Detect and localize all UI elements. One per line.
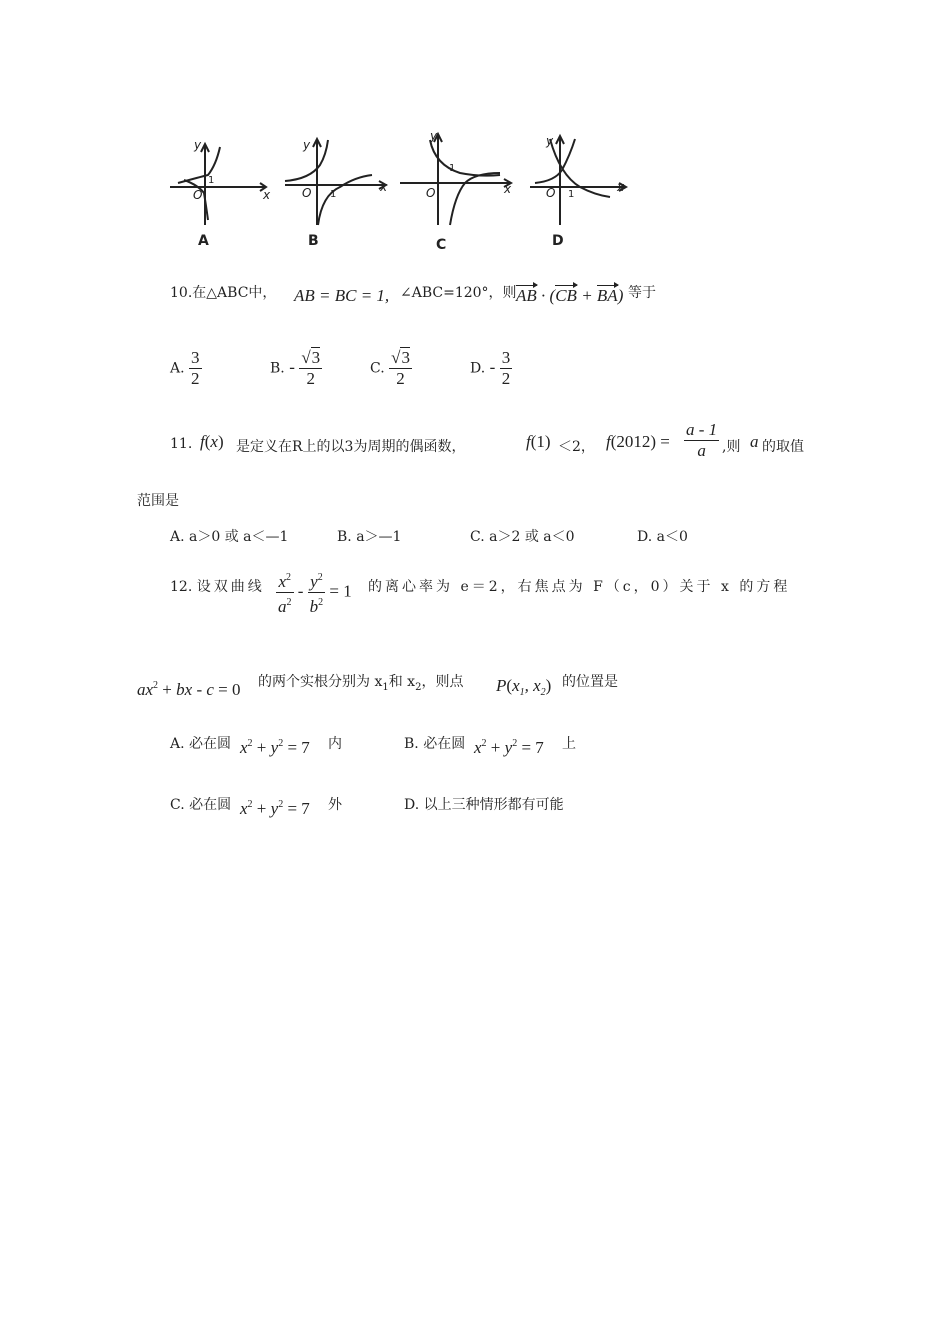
- q11-f1: f(1): [526, 432, 551, 451]
- q12-option-c-circle: $x^2 + y^2 = 7$: [240, 799, 310, 818]
- q12-text3: 的两个实根分别为 $x_1$和 $x_2$，则点: [258, 674, 464, 693]
- q10-tail: 等于: [628, 285, 656, 301]
- q11-option-a: A. a＞0 或 a＜—1: [170, 529, 289, 545]
- q11-option-d: D. a＜0: [637, 529, 688, 545]
- axis-label-y: y: [430, 129, 438, 143]
- graph-label-c: C: [436, 237, 447, 253]
- q11-fx: f(x): [200, 432, 224, 451]
- q12-quadratic: $ax^2$ + bx - c = 0: [137, 680, 241, 699]
- function-graphs-figure: [160, 125, 630, 255]
- q11-option-c: C. a＞2 或 a＜0: [470, 529, 575, 545]
- q12-option-a: A. 必在圆: [170, 736, 232, 752]
- unit-label: 1: [330, 189, 337, 200]
- axis-label-y: y: [546, 134, 554, 148]
- q10-lead: 在△ABC中，: [192, 285, 277, 301]
- q12-point-p: $P(x_1$, $x_2$): [496, 676, 552, 698]
- q11-var-a: a: [750, 432, 759, 451]
- unit-label: 1: [568, 189, 575, 200]
- origin-label: O: [193, 188, 203, 202]
- q12-stem-start: 12. 设双曲线: [170, 579, 265, 595]
- q10-option-a: A. $\frac{3}{2}$: [170, 348, 200, 388]
- graph-label-d: D: [552, 233, 564, 249]
- q10-condition: AB = BC = 1,: [294, 286, 390, 305]
- q11-text5: 范围是: [137, 493, 179, 509]
- q11-text4: 的取值: [762, 439, 804, 455]
- q10-stem: [170, 282, 276, 302]
- q11-text2: ＜2，: [558, 439, 595, 455]
- q10-option-d: D. - $\frac{3}{2}$: [470, 348, 511, 388]
- origin-label: O: [426, 186, 436, 200]
- q11-text3: ,则: [722, 439, 741, 455]
- q10-number: 10.: [170, 285, 193, 301]
- q12-text2: 的离心率为 e＝2，右焦点为 F（c，0）关于 x 的方程: [368, 579, 791, 595]
- q11-f2012: f(2012) =: [606, 432, 670, 451]
- origin-label: O: [302, 186, 312, 200]
- q12-option-d: D. 以上三种情形都有可能: [404, 797, 564, 813]
- q12-text6: 的位置是: [562, 674, 618, 690]
- graph-label-b: B: [308, 233, 319, 249]
- q11-number: 11.: [170, 436, 193, 452]
- graph-b: [285, 139, 386, 225]
- q10-option-b: B. - $\frac{√3}{2}$: [270, 348, 321, 388]
- q12-option-c-tail: 外: [328, 797, 342, 813]
- q12-option-b-tail: 上: [562, 736, 576, 752]
- graph-label-a: A: [198, 233, 209, 249]
- axis-label-y: y: [194, 138, 202, 152]
- q12-option-b-circle: $x^2 + y^2 = 7$: [474, 738, 544, 757]
- axis-label-x: x: [263, 188, 271, 202]
- graph-a: [170, 144, 266, 225]
- axis-label-x: x: [617, 180, 625, 194]
- unit-label: 1: [449, 163, 456, 174]
- q10-vector-expression: AB · (CB + BA): [516, 286, 624, 305]
- q11-option-b: B. a＞—1: [337, 529, 402, 545]
- axis-label-x: x: [504, 182, 512, 196]
- q12-option-b: B. 必在圆: [404, 736, 466, 752]
- q10-option-c: C. $\frac{√3}{2}$: [370, 348, 410, 388]
- graph-c: [400, 134, 511, 225]
- q12-option-a-tail: 内: [328, 736, 342, 752]
- axis-label-x: x: [380, 180, 388, 194]
- origin-label: O: [546, 186, 556, 200]
- q10-angle: ∠ABC=120°，则: [400, 285, 517, 301]
- q12-option-c: C. 必在圆: [170, 797, 232, 813]
- axis-label-y: y: [303, 138, 311, 152]
- q12-option-a-circle: $x^2 + y^2 = 7$: [240, 738, 310, 757]
- q11-text1: 是定义在R上的以3为周期的偶函数，: [236, 439, 466, 455]
- unit-label: 1: [208, 175, 215, 186]
- graph-d: [530, 136, 626, 225]
- q11-fraction: $\frac{a - 1}{a}$: [686, 420, 718, 460]
- q12-hyperbola: $\frac{x^2}{a^2}$ - $\frac{y^2}{b^2}$ = 1: [276, 568, 352, 617]
